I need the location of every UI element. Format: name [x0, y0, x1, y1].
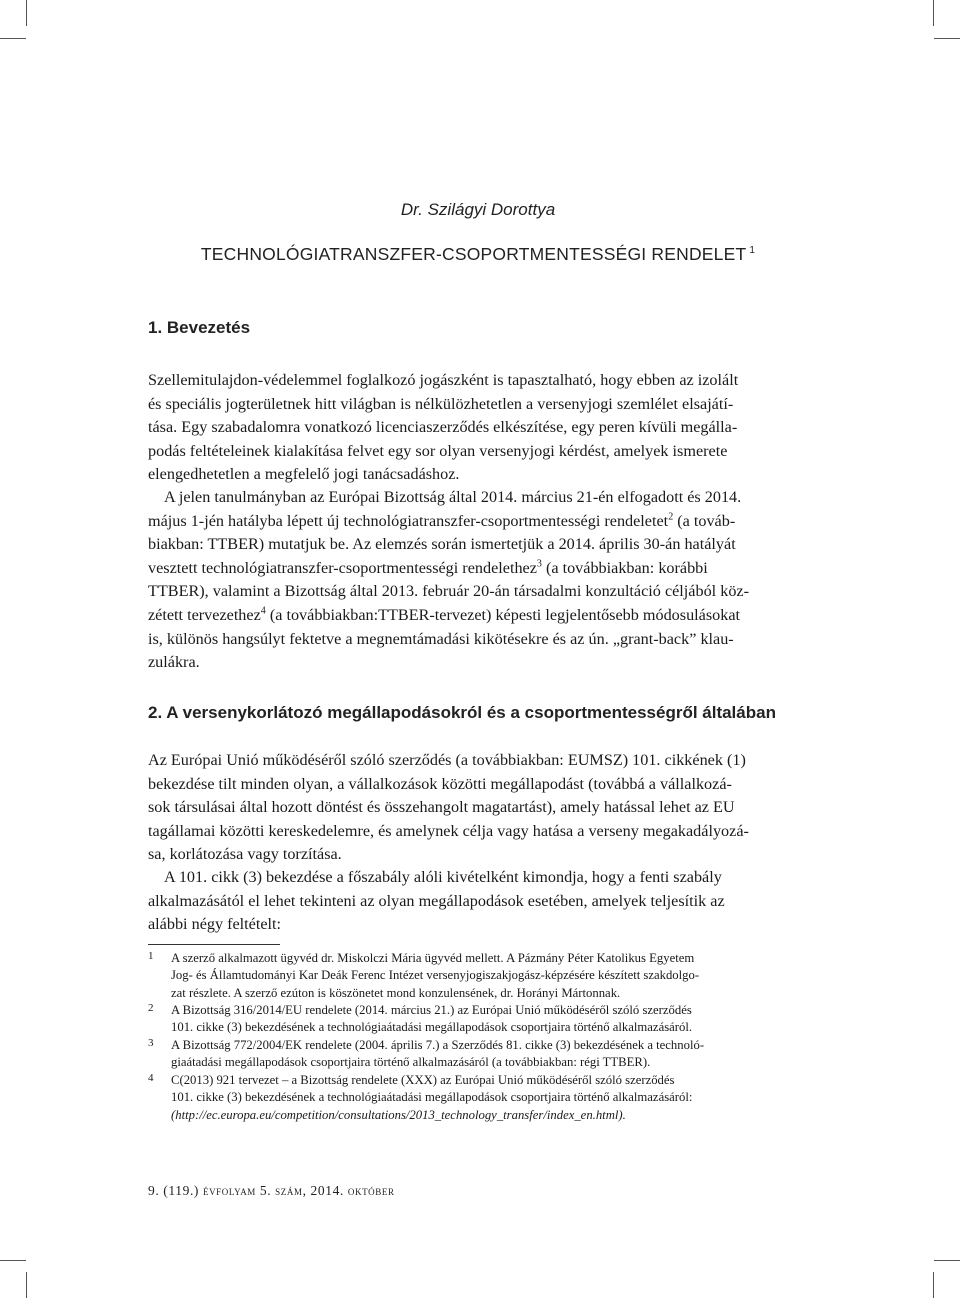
crop-mark [26, 1272, 27, 1298]
crop-mark [26, 0, 27, 26]
article-title: TECHNOLÓGIATRANSZFER-CSOPORTMENTESSÉGI RENDELET $^1$ [200, 244, 756, 264]
section-heading-1: 1. Bevezetés [148, 318, 251, 337]
footnote-number: 2 [148, 1002, 154, 1014]
author-name: Dr. Szilágyi Dorottya [400, 200, 556, 219]
crop-mark [934, 38, 960, 39]
section-2-paragraph-2: A 101. cikk (3) bekezdése a főszabály alóli kivételként kimondja, hogy a fenti szabály alkalmazásától el lehet tekinteni az olyan megállapodások esetében, amelyek teljesítik az alábbi négy feltételt: [148, 868, 725, 934]
section-heading-2: 2. A versenykorlátozó megállapodásokról és a csoportmentességről általában [148, 703, 776, 722]
crop-mark [934, 1260, 960, 1261]
section-1-paragraph-1: Szellemitulajdon-védelemmel foglalkozó jogászként is tapasztalható, hogy ebben az izolált és speciális jogterületnek hitt világban is nélkülözhetetlen a versenyjogi szemlélet elsajátí- tása. Egy szabadalomra vonatkozó licenciaszerződés elkészítése, egy peren kívüli megálla- podás feltételeinek kialakítása felvet egy sor olyan versenyjogi kérdést, amelyek ismerete elengedhetetlen a megfelelő jogi tanácsadáshoz. [148, 371, 739, 484]
footnote-url[interactable]: (http://ec.europa.eu/competition/consultations/2013_technology_transfer/index_en.html). [171, 1107, 626, 1122]
footnote-ref[interactable]: 1 [749, 245, 756, 257]
section-2-paragraph-1: Az Európai Unió működéséről szóló szerződés (a továbbiakban: EUMSZ) 101. cikkének (1) bekezdése tilt minden olyan, a vállalkozások közötti megállapodást (továbbá a vállalkozá- sok társulásai által hozott döntést és összehangolt magatartást), amely hatással lehet az EU tagállamai közötti kereskedelemre, és amelynek célja vagy hatása a verseny megakadályozá- sa, korlátozása vagy torzítása. [148, 751, 749, 864]
footnote-number: 4 [148, 1072, 154, 1084]
footnote-ref[interactable]: 2 [668, 511, 674, 523]
crop-mark [0, 1260, 26, 1261]
footnote-number: 3 [148, 1037, 154, 1049]
section-1-paragraph-2: A jelen tanulmányban az Európai Bizottság által 2014. március 21-én elfogadott és 2014. május 1-jén hatályba lépett új technológiatranszfer-csoportmentességi rendeletet$^2$ (a továb- biakban: TTBER) mutatjuk be. Az elemzés során ismertetjük a 2014. április 30-án hatályát vesztett technológiatranszfer-csoportmentességi rendelethez$^3$ (a továbbiakban: korábbi TTBER), valamint a Bizottság által 2013. február 20-án társadalmi konzultáció céljából köz- zétett tervezethez$^4$ (a továbbiakban:TTBER-tervezet) képesti legjelentősebb módosulásokat is, különös hangsúlyt fektetve a megnemtámadási kikötésekre és az ún. „grant-back” klau- zulákra. [148, 488, 749, 672]
footnote-ref[interactable]: 4 [260, 605, 266, 617]
footnote-number: 1 [148, 950, 154, 962]
crop-mark [933, 1272, 934, 1298]
crop-mark [933, 0, 934, 26]
footnote-ref[interactable]: 3 [536, 558, 542, 570]
footnote-separator [148, 944, 280, 945]
crop-mark [0, 38, 26, 39]
page-footer: 9. (119.) évfolyam 5. szám, 2014. október [148, 1183, 395, 1198]
